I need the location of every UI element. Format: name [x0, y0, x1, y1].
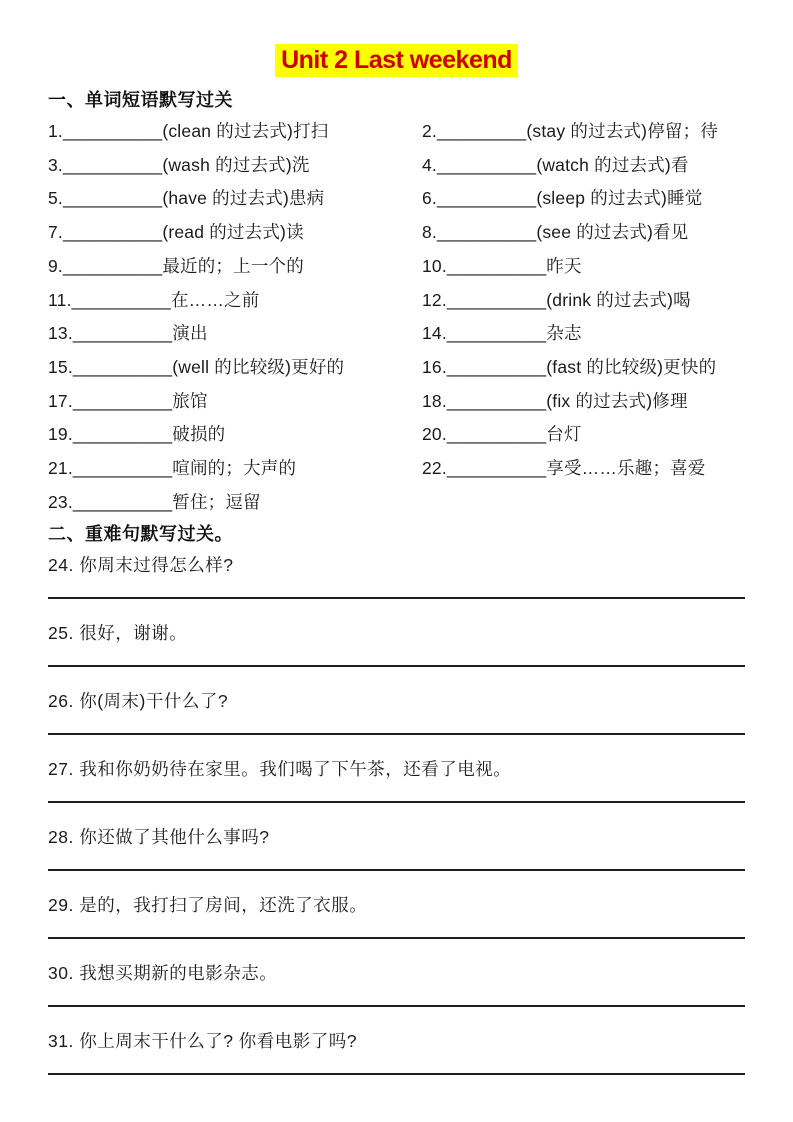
- word-item-14: 14.__________杂志: [422, 323, 582, 344]
- sentence-text-26: 26. 你(周末)干什么了?: [48, 691, 229, 712]
- word-item-4: 4.__________(watch 的过去式)看: [422, 154, 689, 175]
- word-item-10: 10.__________昨天: [422, 255, 582, 276]
- sentence-item-29: [48, 893, 745, 939]
- word-item-22: 22.__________享受……乐趣；喜爱: [422, 458, 706, 479]
- word-item-21: 21.__________喧闹的；大声的: [48, 458, 297, 479]
- sentence-text-27: 27. 我和你奶奶待在家里。我们喝了下午茶，还看了电视。: [48, 759, 512, 780]
- sentence-text-28: 28. 你还做了其他什么事吗?: [48, 827, 270, 848]
- sentence-item-25: [48, 621, 745, 667]
- answer-line-25: [48, 665, 745, 667]
- word-list: [48, 115, 745, 519]
- word-item-19: 19.__________破损的: [48, 424, 226, 445]
- word-item-17: 17.__________旅馆: [48, 390, 208, 411]
- answer-line-29: [48, 937, 745, 939]
- word-item-12: 12.__________(drink 的过去式)喝: [422, 289, 691, 310]
- answer-line-31: [48, 1073, 745, 1075]
- word-item-6: 6.__________(sleep 的过去式)睡觉: [422, 188, 703, 209]
- page-title: [48, 44, 745, 79]
- sentence-item-30: [48, 961, 745, 1007]
- word-item-23: 23.__________暂住；逗留: [48, 491, 261, 512]
- sentence-item-27: [48, 757, 745, 803]
- word-item-13: 13.__________演出: [48, 323, 208, 344]
- answer-line-28: [48, 869, 745, 871]
- sentence-item-28: [48, 825, 745, 871]
- word-item-11: 11.__________在……之前: [48, 289, 260, 310]
- answer-line-26: [48, 733, 745, 735]
- sentence-text-24: 24. 你周末过得怎么样?: [48, 555, 234, 576]
- sentence-item-31: [48, 1029, 745, 1075]
- word-item-18: 18.__________(fix 的过去式)修理: [422, 390, 688, 411]
- sentence-item-24: [48, 553, 745, 599]
- sentence-list: [48, 553, 745, 1075]
- page-title-text: Unit 2 Last weekend: [275, 44, 518, 77]
- sentence-item-26: [48, 689, 745, 735]
- sentence-text-31: 31. 你上周末干什么了? 你看电影了吗?: [48, 1031, 358, 1052]
- word-item-5: 5.__________(have 的过去式)患病: [48, 188, 325, 209]
- sentence-text-29: 29. 是的，我打扫了房间，还洗了衣服。: [48, 895, 368, 916]
- answer-line-30: [48, 1005, 745, 1007]
- answer-line-24: [48, 597, 745, 599]
- word-item-9: 9.__________最近的；上一个的: [48, 255, 304, 276]
- word-item-16: 16.__________(fast 的比较级)更快的: [422, 356, 717, 377]
- word-item-1: 1.__________(clean 的过去式)打扫: [48, 121, 329, 141]
- word-item-20: 20.__________台灯: [422, 424, 582, 445]
- section-sentences-heading: 二、重难句默写过关。: [48, 524, 233, 545]
- word-item-3: 3.__________(wash 的过去式)洗: [48, 154, 310, 175]
- word-item-8: 8.__________(see 的过去式)看见: [422, 222, 689, 243]
- word-item-2: 2._________(stay 的过去式)停留；待: [422, 121, 719, 141]
- word-item-15: 15.__________(well 的比较级)更好的: [48, 356, 345, 377]
- answer-line-27: [48, 801, 745, 803]
- sentence-text-30: 30. 我想买期新的电影杂志。: [48, 963, 278, 984]
- word-item-7: 7.__________(read 的过去式)读: [48, 222, 304, 243]
- section-words-heading: 一、单词短语默写过关: [48, 90, 233, 110]
- sentence-text-25: 25. 很好，谢谢。: [48, 623, 188, 644]
